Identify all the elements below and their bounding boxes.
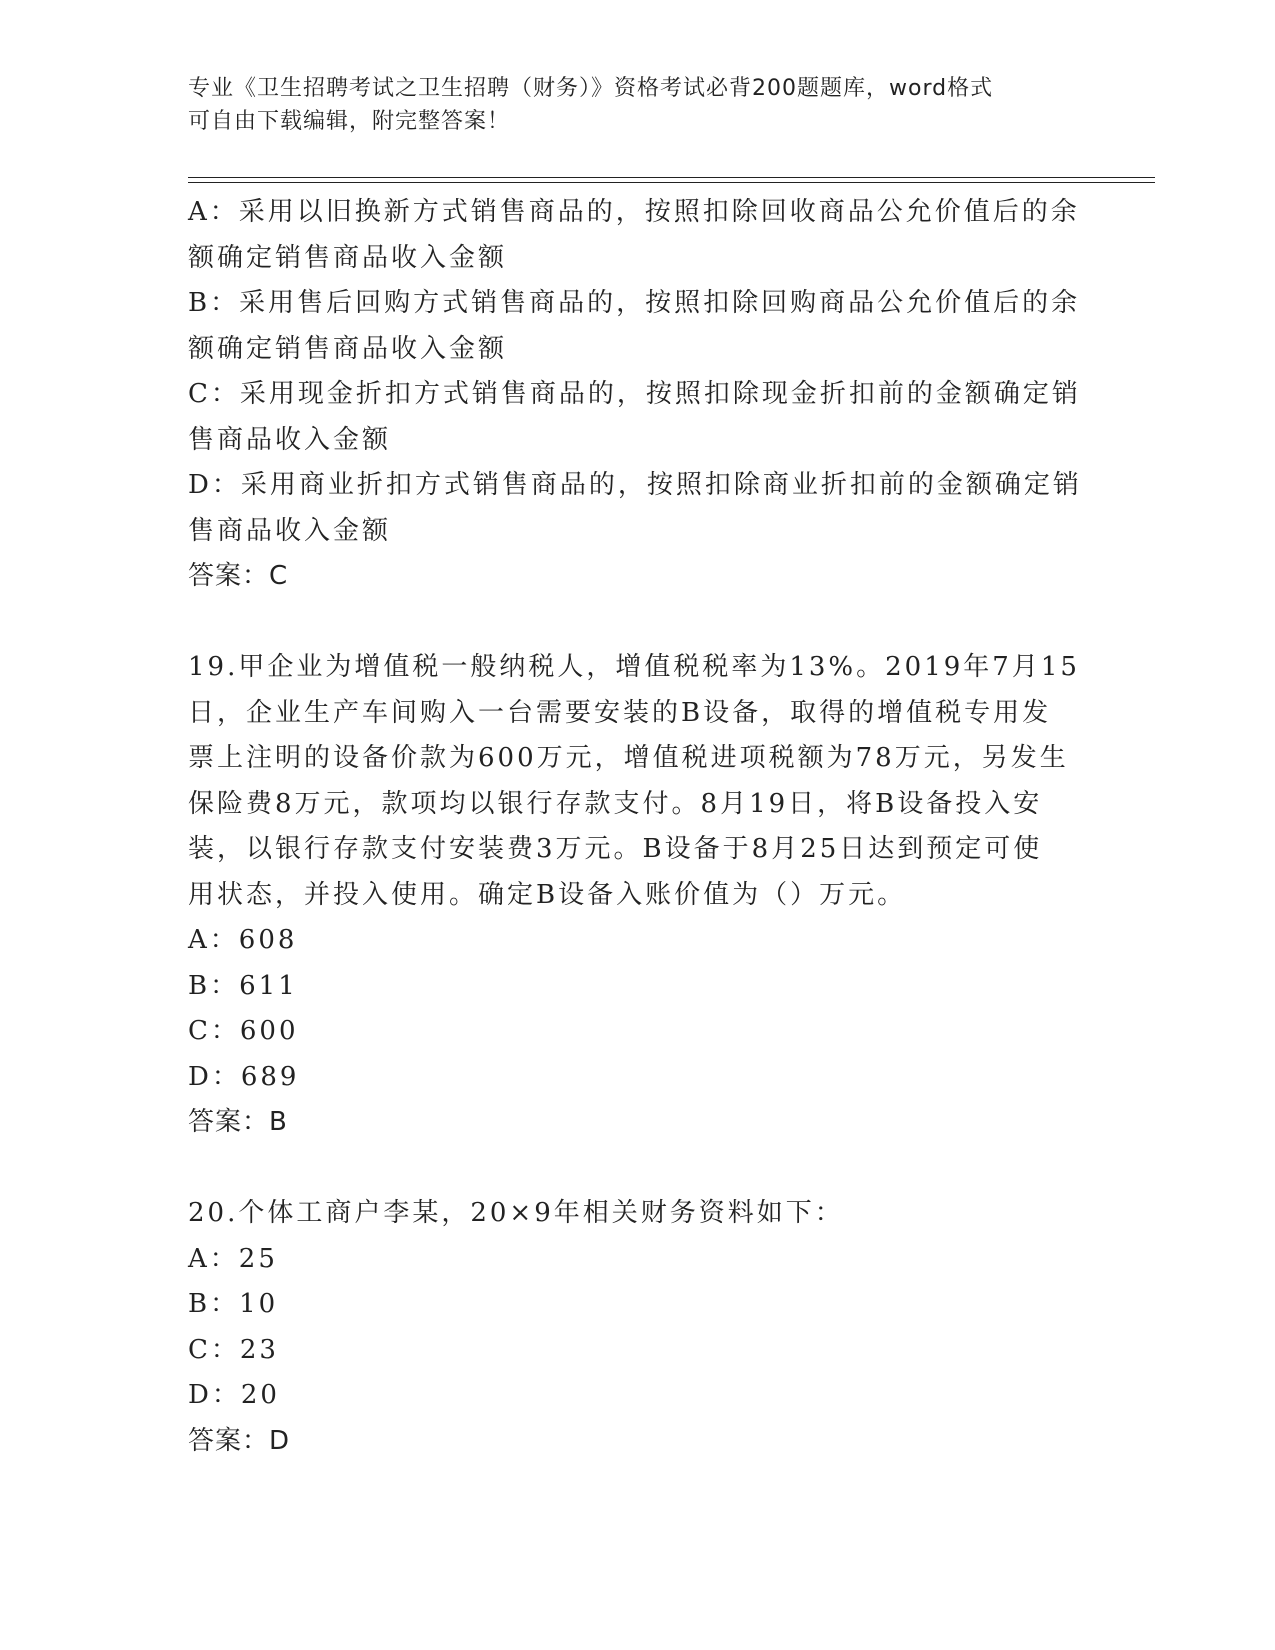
answer-19: 答案：B	[188, 1107, 288, 1137]
option-b	[188, 281, 1081, 372]
question-19-stem	[188, 645, 1078, 918]
option-d-line-1: D：采用商业折扣方式销售商品的，按照扣除商业折扣前的金额确定销	[188, 470, 1082, 500]
spacer	[188, 1146, 1078, 1192]
header-divider-bottom	[188, 182, 1155, 183]
option-a-line-2: 额确定销售商品收入金额	[188, 242, 508, 273]
answer-18: 答案：C	[188, 561, 289, 591]
question-list	[188, 190, 1082, 1464]
header-divider-top	[188, 177, 1155, 178]
option-d	[188, 463, 1082, 554]
stem-line: 装，以银行存款支付安装费3万元。B设备于8月25日达到预定可使	[188, 834, 1043, 864]
answer-20: 答案：D	[188, 1425, 291, 1456]
option-a-line-1: A：采用以旧换新方式销售商品的，按照扣除回收商品公允价值后的余	[188, 197, 1080, 227]
stem-line: 票上注明的设备价款为600万元，增值税进项税额为78万元，另发生	[188, 743, 1069, 773]
option-c-line-1: C：采用现金折扣方式销售商品的，按照扣除现金折扣前的金额确定销	[188, 379, 1081, 409]
option-c	[188, 372, 1081, 463]
option-b: B：611	[188, 970, 298, 1001]
document-header	[188, 72, 1068, 138]
option-a: A：608	[188, 925, 298, 955]
stem-line: 保险费8万元，款项均以银行存款支付。8月19日，将B设备投入安	[188, 788, 1043, 819]
option-a: A：25	[188, 1243, 278, 1274]
option-a	[188, 190, 1078, 281]
option-b-line-2: 额确定销售商品收入金额	[188, 333, 508, 364]
stem-line: 用状态，并投入使用。确定B设备入账价值为（）万元。	[188, 879, 907, 910]
spacer	[188, 600, 1078, 646]
option-d: D：689	[188, 1061, 300, 1092]
option-d-line-2: 售商品收入金额	[188, 515, 392, 546]
question-18	[188, 190, 1082, 600]
option-c: C：23	[188, 1334, 279, 1365]
option-c-line-2: 售商品收入金额	[188, 424, 392, 455]
stem-line: 19.甲企业为增值税一般纳税人，增值税税率为13%。2019年7月15	[188, 652, 1080, 682]
question-20-stem: 20.个体工商户李某，20×9年相关财务资料如下：	[188, 1198, 844, 1228]
question-19	[188, 645, 1078, 1146]
question-20	[188, 1191, 1078, 1464]
header-title-line-1: 专业《卫生招聘考试之卫生招聘（财务）》资格考试必背200题题库，word格式	[188, 76, 994, 101]
stem-line: 日，企业生产车间购入一台需要安装的B设备，取得的增值税专用发	[188, 697, 1052, 728]
option-b: B：10	[188, 1289, 279, 1319]
header-title-line-2: 可自由下载编辑，附完整答案！	[188, 109, 511, 134]
option-c: C：600	[188, 1016, 299, 1046]
option-b-line-1: B：采用售后回购方式销售商品的，按照扣除回购商品公允价值后的余	[188, 288, 1081, 318]
option-d: D：20	[188, 1380, 280, 1410]
